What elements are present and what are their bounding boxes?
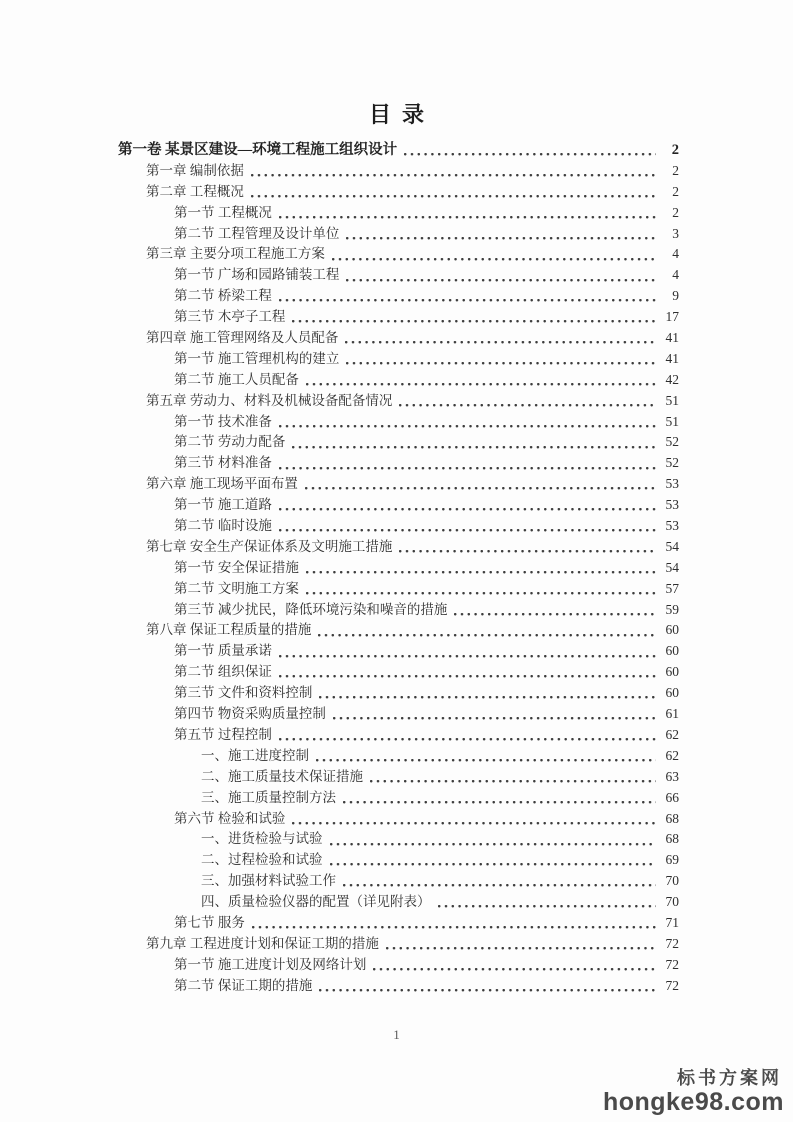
toc-entry <box>118 913 679 934</box>
toc-entry-page: 68 <box>665 810 679 826</box>
dot-leader <box>279 495 656 516</box>
toc-entry <box>118 829 679 850</box>
toc-entry-page: 41 <box>665 350 679 366</box>
toc-entry <box>118 391 679 412</box>
toc-entry-page: 9 <box>672 288 679 304</box>
toc-entry-label: 四、质量检验仪器的配置（详见附表） <box>201 894 431 910</box>
toc-entry-page: 2 <box>672 162 679 178</box>
toc-entry-page: 69 <box>665 852 679 868</box>
toc-entry <box>118 349 679 370</box>
dot-leader <box>292 432 656 453</box>
dot-leader <box>279 286 656 307</box>
toc-entry-page: 70 <box>665 894 679 910</box>
toc-entry <box>118 620 679 641</box>
toc-entry <box>118 161 679 182</box>
dot-leader <box>399 391 656 412</box>
toc-entry <box>118 955 679 976</box>
toc-entry-label: 第三节 材料准备 <box>174 455 272 471</box>
toc-entry <box>118 307 679 328</box>
dot-leader <box>306 558 656 579</box>
toc-entry-page: 53 <box>665 497 679 513</box>
toc-entry-label: 一、施工进度控制 <box>201 747 309 763</box>
watermark <box>603 1069 784 1115</box>
toc-entry-label: 第五章 劳动力、材料及机械设备配备情况 <box>146 392 393 408</box>
dot-leader <box>279 453 656 474</box>
toc-entry-page: 51 <box>665 392 679 408</box>
toc-entry-page: 52 <box>665 455 679 471</box>
toc-entry <box>118 203 679 224</box>
toc-entry-page: 41 <box>665 330 679 346</box>
toc-entry-label: 第二章 工程概况 <box>146 183 244 199</box>
toc-entry-page: 17 <box>665 309 679 325</box>
toc-entry <box>118 516 679 537</box>
dot-leader <box>343 788 656 809</box>
toc-entry-page: 60 <box>665 664 679 680</box>
toc-entry <box>118 495 679 516</box>
toc-entry-page: 60 <box>665 622 679 638</box>
watermark-site-name: 标书方案网 <box>677 1068 782 1088</box>
toc-entry <box>118 182 679 203</box>
toc-entry <box>118 474 679 495</box>
toc-entry-page: 72 <box>665 956 679 972</box>
toc-entry <box>118 809 679 830</box>
toc-entry <box>118 976 679 997</box>
toc-entry-label: 三、施工质量控制方法 <box>201 789 336 805</box>
toc-entry <box>118 934 679 955</box>
toc-entry <box>118 871 679 892</box>
toc-entry-label: 二、施工质量技术保证措施 <box>201 768 363 784</box>
toc-entry-page: 3 <box>672 225 679 241</box>
dot-leader <box>330 829 657 850</box>
toc-entry-page: 61 <box>665 706 679 722</box>
toc-entry-page: 2 <box>672 183 679 199</box>
toc-entry-page: 60 <box>665 643 679 659</box>
toc-entry-label: 第三章 主要分项工程施工方案 <box>146 246 325 262</box>
dot-leader <box>279 725 656 746</box>
toc-entry-page: 66 <box>665 789 679 805</box>
toc-entry <box>118 579 679 600</box>
toc-entry-label: 第九章 工程进度计划和保证工期的措施 <box>146 935 379 951</box>
dot-leader <box>399 537 656 558</box>
toc-entry-label: 第二节 劳动力配备 <box>174 434 286 450</box>
toc-entry-page: 68 <box>665 831 679 847</box>
dot-leader <box>346 265 656 286</box>
toc-entry <box>118 537 679 558</box>
toc-entry-label: 第二节 工程管理及设计单位 <box>174 225 340 241</box>
dot-leader <box>319 976 656 997</box>
dot-leader <box>279 662 656 683</box>
dot-leader <box>279 203 656 224</box>
toc-entry-label: 第五节 过程控制 <box>174 726 272 742</box>
toc-entry-page: 2 <box>671 142 679 158</box>
toc-entry-label: 第一节 技术准备 <box>174 413 272 429</box>
toc-entry-label: 第六节 检验和试验 <box>174 810 286 826</box>
toc-entry-page: 54 <box>665 559 679 575</box>
dot-leader <box>404 140 656 161</box>
toc-entry <box>118 725 679 746</box>
watermark-site-url: hongke98.com <box>602 1088 784 1116</box>
toc-entry <box>118 286 679 307</box>
dot-leader <box>279 516 656 537</box>
toc-entry <box>118 558 679 579</box>
dot-leader <box>305 474 656 495</box>
toc-entry-label: 三、加强材料试验工作 <box>201 873 336 889</box>
dot-leader <box>319 683 656 704</box>
dot-leader <box>252 913 656 934</box>
dot-leader <box>386 934 656 955</box>
toc-entry <box>118 683 679 704</box>
dot-leader <box>343 871 656 892</box>
toc-entry-page: 63 <box>665 768 679 784</box>
dot-leader <box>373 955 656 976</box>
toc-entry-page: 2 <box>672 204 679 220</box>
toc-entry-page: 71 <box>665 914 679 930</box>
toc-entry <box>118 662 679 683</box>
toc-entry <box>118 412 679 433</box>
toc-entry-label: 第一节 施工道路 <box>174 497 272 513</box>
toc-entry-page: 53 <box>665 518 679 534</box>
toc-entry-label: 第一节 质量承诺 <box>174 643 272 659</box>
toc-entry-page: 72 <box>665 977 679 993</box>
dot-leader <box>251 161 656 182</box>
dot-leader <box>345 328 656 349</box>
toc-entry-page: 4 <box>672 267 679 283</box>
dot-leader <box>333 704 656 725</box>
dot-leader <box>454 600 656 621</box>
toc-entry-label: 第二节 临时设施 <box>174 518 272 534</box>
toc-entry <box>118 892 679 913</box>
dot-leader <box>346 349 656 370</box>
dot-leader <box>332 244 656 265</box>
toc-entry-label: 第一节 安全保证措施 <box>174 559 299 575</box>
dot-leader <box>279 412 656 433</box>
toc-entry <box>118 224 679 245</box>
toc-entry <box>118 746 679 767</box>
toc-entry-page: 52 <box>665 434 679 450</box>
toc-entry-page: 42 <box>665 371 679 387</box>
toc-entry-page: 62 <box>665 726 679 742</box>
dot-leader <box>306 370 656 391</box>
toc-entry-label: 一、进货检验与试验 <box>201 831 323 847</box>
toc-entry-label: 第一节 施工管理机构的建立 <box>174 350 340 366</box>
toc-entry-label: 第四节 物资采购质量控制 <box>174 706 326 722</box>
toc-entry-label: 第三节 木亭子工程 <box>174 309 286 325</box>
toc-entry-label: 第二节 组织保证 <box>174 664 272 680</box>
dot-leader <box>438 892 657 913</box>
toc-entry-page: 57 <box>665 580 679 596</box>
toc-entry <box>118 140 679 161</box>
dot-leader <box>251 182 656 203</box>
dot-leader <box>370 767 656 788</box>
toc-entry <box>118 704 679 725</box>
dot-leader <box>318 620 656 641</box>
dot-leader <box>316 746 656 767</box>
toc-entry <box>118 244 679 265</box>
toc-entry-label: 第一节 广场和园路铺装工程 <box>174 267 340 283</box>
toc-entry <box>118 767 679 788</box>
toc-entry-label: 第四章 施工管理网络及人员配备 <box>146 330 339 346</box>
toc-entry-page: 59 <box>665 601 679 617</box>
toc-entry-label: 第二节 保证工期的措施 <box>174 977 313 993</box>
toc-entry-label: 第二节 桥梁工程 <box>174 288 272 304</box>
toc-entry <box>118 788 679 809</box>
toc-entry-label: 第七节 服务 <box>174 914 245 930</box>
dot-leader <box>292 307 656 328</box>
toc-entry <box>118 265 679 286</box>
toc-entry-page: 62 <box>665 747 679 763</box>
toc-entry-label: 第三节 减少扰民，降低环境污染和噪音的措施 <box>174 601 448 617</box>
toc-entry-label: 第七章 安全生产保证体系及文明施工措施 <box>146 538 393 554</box>
toc-entry-page: 53 <box>665 476 679 492</box>
dot-leader <box>292 809 656 830</box>
toc-entry-page: 54 <box>665 538 679 554</box>
toc-entry <box>118 600 679 621</box>
dot-leader <box>330 850 657 871</box>
toc-entry-label: 第一卷 某景区建设—环境工程施工组织设计 <box>118 142 398 158</box>
toc-entry-label: 第一节 施工进度计划及网络计划 <box>174 956 367 972</box>
toc-entry-page: 4 <box>672 246 679 262</box>
toc-entry-label: 二、过程检验和试验 <box>201 852 323 868</box>
toc-entry-label: 第一节 工程概况 <box>174 204 272 220</box>
toc-entry-page: 60 <box>665 685 679 701</box>
toc-entry <box>118 641 679 662</box>
dot-leader <box>279 641 656 662</box>
toc-entry <box>118 432 679 453</box>
toc-entry-page: 51 <box>665 413 679 429</box>
dot-leader <box>306 579 656 600</box>
toc-title: 目 录 <box>368 102 424 127</box>
dot-leader <box>346 224 656 245</box>
toc-entry <box>118 850 679 871</box>
toc-entry-label: 第二节 施工人员配备 <box>174 371 299 387</box>
toc-entry-page: 72 <box>665 935 679 951</box>
toc-list <box>118 140 679 997</box>
toc-entry-label: 第二节 文明施工方案 <box>174 580 299 596</box>
toc-entry-page: 70 <box>665 873 679 889</box>
toc-entry <box>118 453 679 474</box>
toc-entry-label: 第一章 编制依据 <box>146 162 244 178</box>
toc-entry-label: 第三节 文件和资料控制 <box>174 685 313 701</box>
page-number: 1 <box>393 1027 400 1042</box>
toc-entry-label: 第八章 保证工程质量的措施 <box>146 622 312 638</box>
toc-entry <box>118 328 679 349</box>
toc-entry <box>118 370 679 391</box>
toc-entry-label: 第六章 施工现场平面布置 <box>146 476 298 492</box>
